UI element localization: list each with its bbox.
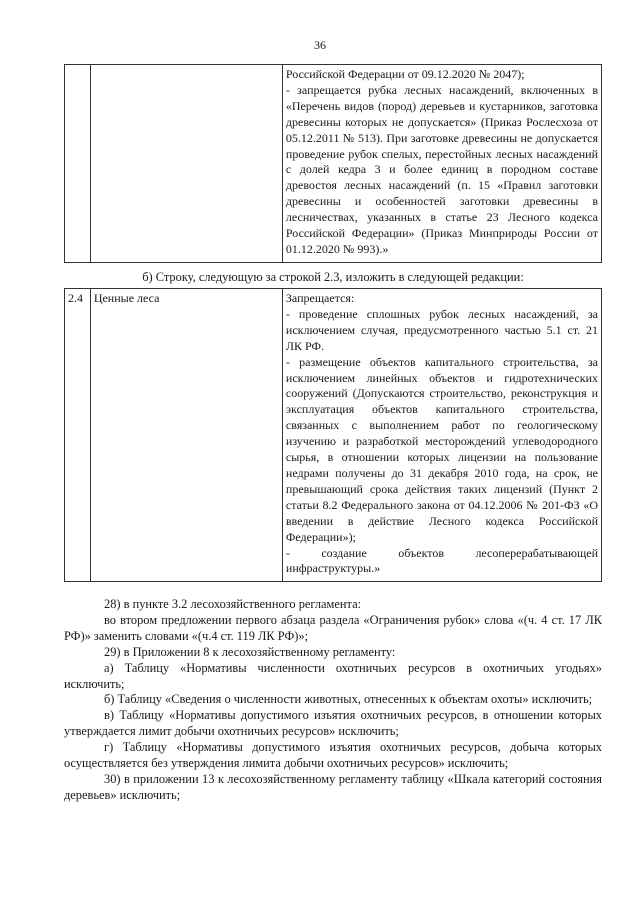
table-cell-line: - размещение объектов капитального строительства, за исключением линейных объектов и гидротехнических сооружений (Допускаются строительство, реконструкция и эксплуатация объектов капитального строительства, связанных с выполнением работ по геологическому изучению и разработкой месторождений углеводородного сырья, в отношении которых лицензии на пользование недрами получены до 31 декабря 2010 года, на срок, не превышающий срока действия таких лицензий (Пункт 2 статьи 8.2 Федерального закона от 04.12.2006 № 201-ФЗ «О введении в действие Лесного кодекса Российской Федерации»); [285,354,598,544]
table-cell-number: 2.4 [65,289,91,582]
paragraph: в) Таблицу «Нормативы допустимого изъятия охотничьих ресурсов, в отношении которых утверждается лимит добычи охотничьих ресурсов» исключить; [64,708,602,739]
table-row [65,65,602,263]
table-row [65,289,602,582]
document-body [64,597,602,804]
paragraph: а) Таблицу «Нормативы численности охотничьих ресурсов в охотничьих угодьях» исключить; [64,660,602,691]
page-number: 36 [314,38,326,52]
paragraph: во втором предложении первого абзаца раздела «Ограничения рубок» слова «(ч. 4 ст. 17 ЛК РФ)» заменить словами «(ч.4 ст. 119 ЛК РФ)»; [64,612,602,643]
paragraph: 29) в Приложении 8 к лесохозяйственному регламенту: [104,644,396,659]
table-cell-line: - проведение сплошных рубок лесных насаждений, за исключением случая, предусмотренного частью 5.1 ст. 21 ЛК РФ. [285,306,598,353]
continued-table [64,64,602,263]
table-intro: б) Строку, следующую за строкой 2.3, изложить в следующей редакции: [142,270,524,284]
table-cell-line: - запрещается рубка лесных насаждений, включенных в «Перечень видов (пород) деревьев и кустарников, заготовка древесины которых не допускается» (Приказ Рослесхоза от 05.12.2011 № 513). При заготовке древесины не допускается проведение рубок спелых, перестойных лесных насаждений с долей кедра 3 и более единиц в породном составе древостоя лесных насаждений (п. 15 «Правил заготовки древесины и особенностей заготовки древесины в лесничествах, указанных в статье 23 Лесного кодекса Российской Федерации» (Приказ Минприроды России от 01.12.2020 № 993).» [285,82,598,256]
table-cell-line: Российской Федерации от 09.12.2020 № 2047); [285,67,525,81]
table-cell-content [282,289,601,582]
table-cell-line: Запрещается: [285,291,355,305]
paragraph: 28) в пункте 3.2 лесохозяйственного регламента: [104,597,362,611]
new-row-table [64,288,602,582]
table-cell-name [90,65,282,263]
paragraph: б) Таблицу «Сведения о численности животных, отнесенных к объектам охоты» исключить; [104,692,593,707]
table-cell-content [282,65,601,263]
paragraph: 30) в приложении 13 к лесохозяйственному регламенту таблицу «Шкала категорий состояния деревьев» исключить; [64,771,602,802]
table-cell-name: Ценные леса [90,289,282,582]
table-cell-line: - создание объектов лесоперерабатывающей инфраструктуры.» [285,545,598,576]
paragraph: г) Таблицу «Нормативы допустимого изъятия охотничьих ресурсов, добыча которых осуществляется без утверждения лимита добычи охотничьих ресурсов» исключить; [64,740,602,771]
table-cell-number [65,65,91,263]
